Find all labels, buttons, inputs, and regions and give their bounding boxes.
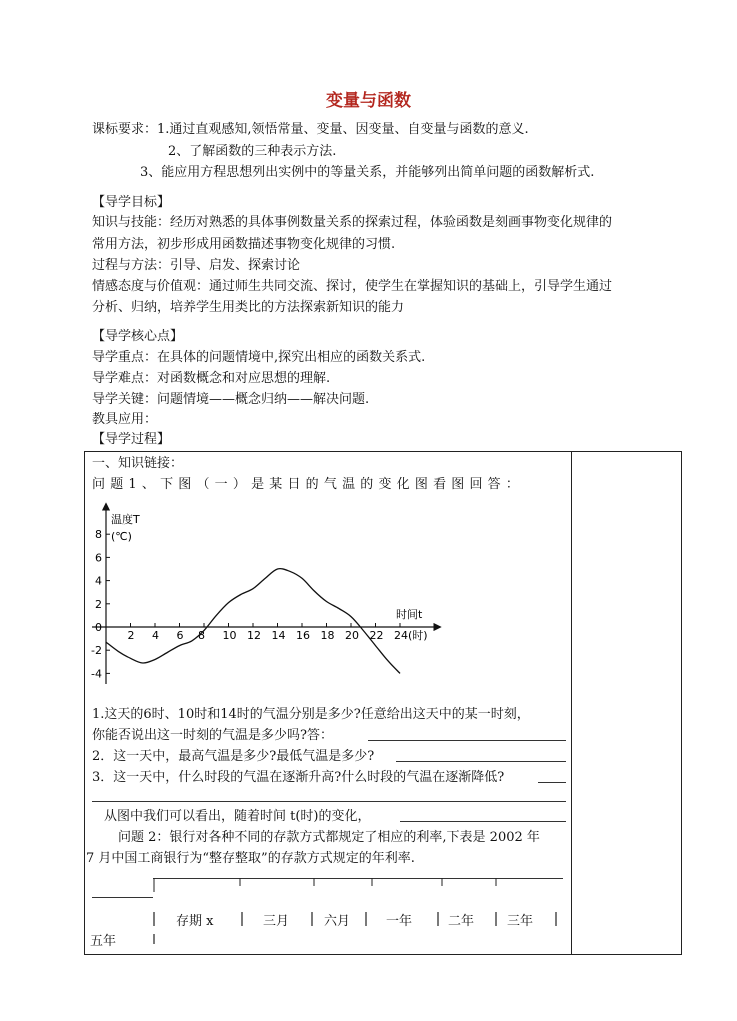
- y-tick-label: 4: [95, 574, 102, 588]
- question-line: 1.这天的6时、10时和14时的气温分别是多少?任意给出这天中的某一时刻，: [92, 707, 530, 722]
- y-axis-label: 温度T: [111, 513, 140, 526]
- question-line: 2．这一天中，最高气温是多少?最低气温是多少?: [92, 749, 375, 764]
- rate-table-header: 一年: [386, 914, 413, 929]
- problem-2-text: 问题 2：银行对各种不同的存款方式都规定了相应的利率,下表是 2002 年: [118, 830, 540, 845]
- core-heading: 【导学核心点】: [92, 329, 184, 344]
- curriculum-item-1: 课标要求：1.通过直观感知,领悟常量、变量、因变量、自变量与函数的意义.: [92, 122, 529, 137]
- goals-line: 知识与技能：经历对熟悉的具体事例数量关系的探索过程，体验函数是刻画事物变化规律的: [92, 215, 613, 230]
- y-tick-label: 6: [95, 551, 102, 565]
- y-tick-label: 8: [95, 528, 102, 542]
- goals-line: 情感态度与价值观：通过师生共同交流、探讨，使学生在掌握知识的基础上，引导学生通过: [92, 279, 613, 294]
- core-line: 导学重点：在具体的问题情境中,探究出相应的函数关系式.: [92, 350, 426, 365]
- x-tick-label: 10: [222, 629, 237, 642]
- rate-table-header: 二年: [448, 914, 475, 929]
- curriculum-item-3: 3、能应用方程思想列出实例中的等量关系，并能够列出简单问题的函数解析式.: [140, 165, 595, 180]
- y-tick-label: 2: [95, 597, 102, 611]
- rate-table-header: 六月: [324, 914, 351, 929]
- answer-line: [368, 740, 566, 741]
- temperature-chart: [84, 496, 464, 700]
- answer-line: [400, 821, 566, 822]
- x-tick-label: 6: [176, 629, 184, 642]
- problem-1-text: 问题1、下图（一）是某日的气温的变化图看图回答：: [92, 477, 525, 492]
- page-title: 变量与函数: [326, 91, 411, 111]
- y-tick-label: 0: [95, 621, 102, 634]
- core-line: 导学关键：问题情境——概念归纳——解决问题.: [92, 392, 370, 407]
- x-axis-label: 时间t: [396, 608, 423, 621]
- x-tick-label: 2: [127, 629, 135, 642]
- answer-line: [396, 761, 566, 762]
- rate-table-header: 五年: [90, 934, 117, 949]
- rate-table-header: 三月: [263, 914, 290, 929]
- curriculum-label: 课标要求：: [92, 122, 158, 137]
- answer-line: [92, 801, 566, 802]
- x-tick-label: 8: [198, 629, 205, 642]
- x-tick-label: 14: [271, 629, 286, 642]
- x-tick-label: 4: [152, 629, 159, 642]
- x-tick-label: 20: [345, 629, 359, 642]
- rate-table-dividers: [150, 874, 570, 944]
- x-tick-label: 24(时): [394, 629, 428, 642]
- table-column-divider: [571, 452, 572, 954]
- rate-table-header: 三年: [507, 914, 534, 929]
- y-tick-label: -2: [91, 644, 102, 658]
- core-line: 教具应用：: [92, 412, 158, 427]
- observation-text: 从图中我们可以看出，随着时间 t(时)的变化，: [104, 809, 371, 824]
- process-heading: 【导学过程】: [92, 432, 171, 447]
- goals-heading: 【导学目标】: [92, 195, 171, 210]
- x-tick-label: 12: [247, 629, 261, 642]
- x-tick-label: 22: [369, 629, 384, 642]
- goals-line: 常用方法，初步形成用函数描述事物变化规律的习惯.: [92, 237, 396, 252]
- temperature-curve: [106, 569, 400, 674]
- y-axis-unit: (℃): [111, 530, 132, 543]
- rate-table-header: 存期 x: [176, 914, 214, 929]
- question-line: 你能否说出这一时刻的气温是多少吗?答：: [92, 728, 333, 743]
- rate-table-top-border: [92, 897, 153, 898]
- curriculum-item-2: 2、了解函数的三种表示方法.: [168, 144, 337, 159]
- goals-line: 分析、归纳，培养学生用类比的方法探索新知识的能力: [92, 300, 405, 315]
- problem-2-text: 7 月中国工商银行为“整存整取”的存款方式规定的年利率.: [86, 851, 415, 866]
- question-line: 3．这一天中，什么时段的气温在逐渐升高?什么时段的气温在逐渐降低?: [92, 770, 505, 785]
- answer-line: [538, 782, 566, 783]
- x-tick-label: 16: [296, 629, 310, 642]
- core-line: 导学难点：对函数概念和对应思想的理解.: [92, 371, 331, 386]
- goals-line: 过程与方法：引导、启发、探索讨论: [92, 258, 301, 273]
- y-tick-label: -4: [91, 667, 102, 681]
- x-tick-label: 18: [320, 629, 335, 642]
- section-heading: 一、知识链接：: [92, 456, 184, 471]
